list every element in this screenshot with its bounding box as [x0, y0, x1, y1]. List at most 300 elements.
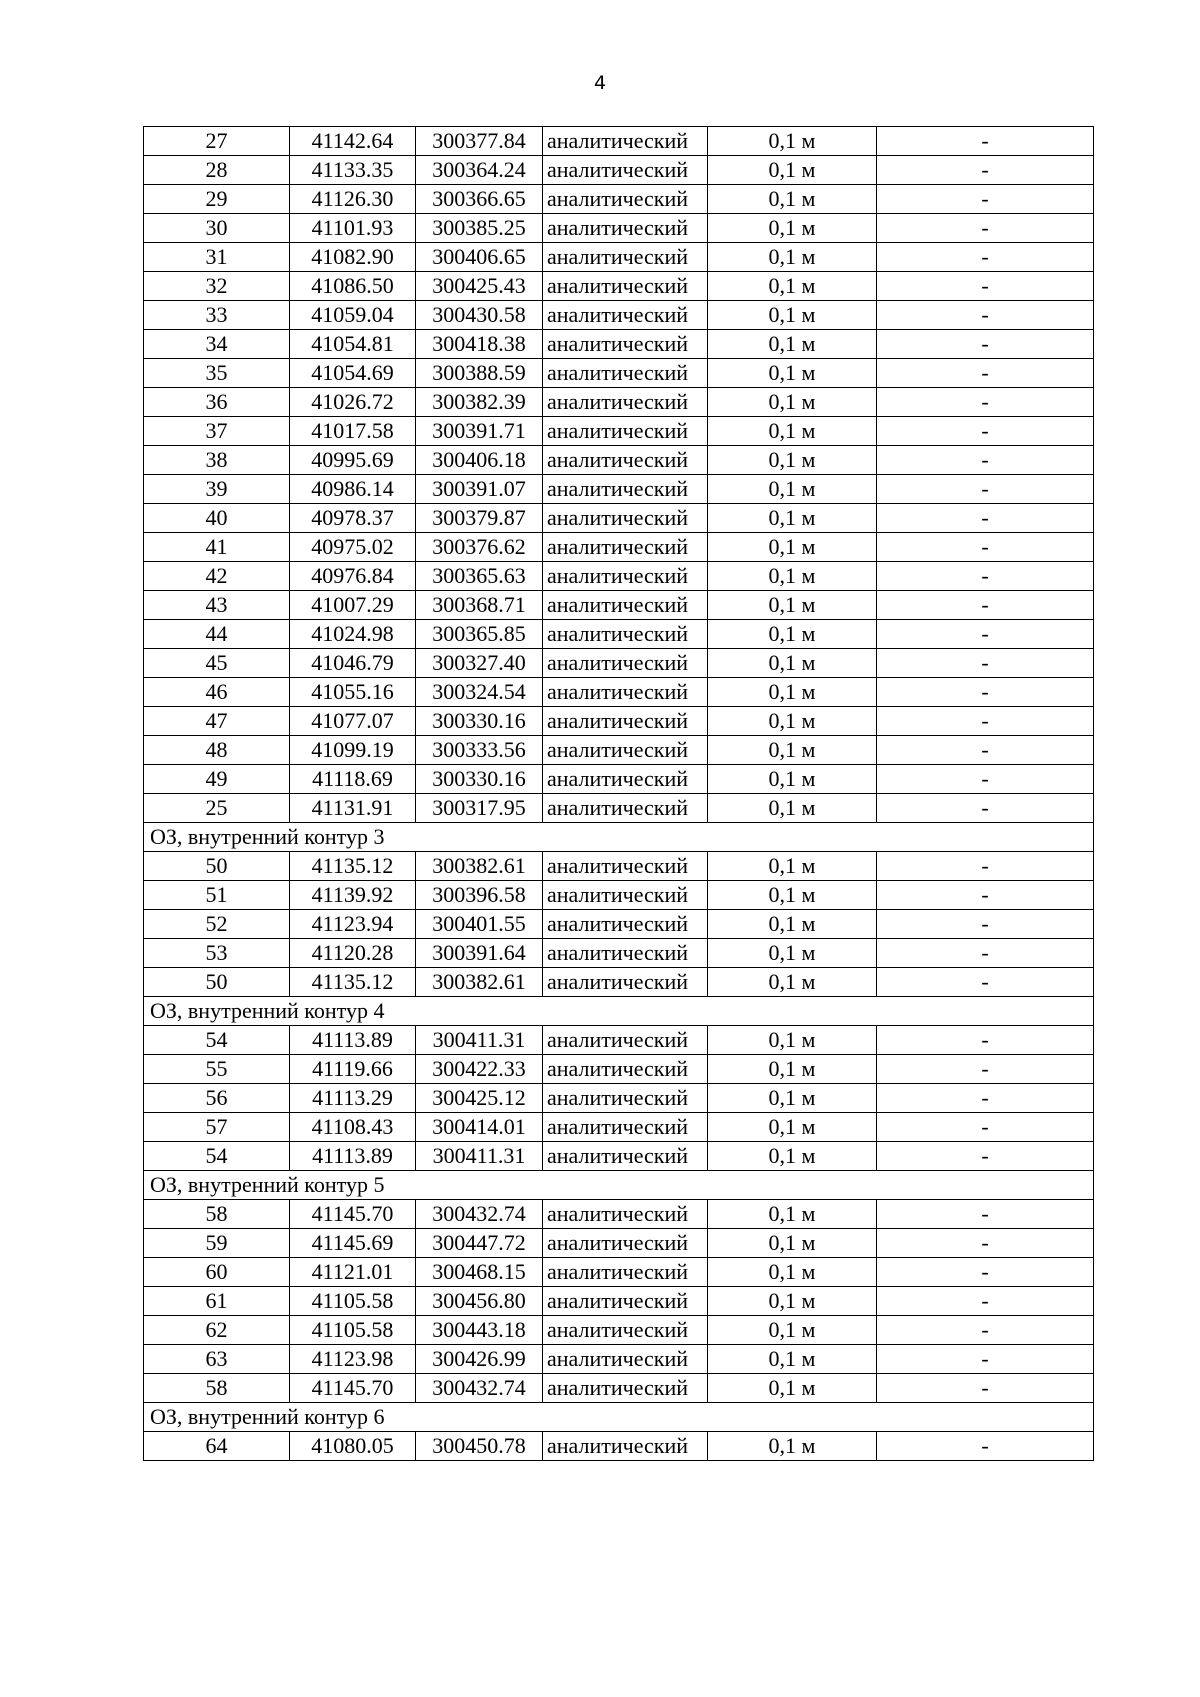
note-cell: -	[877, 533, 1094, 562]
section-label: ОЗ, внутренний контур 5	[144, 1171, 1094, 1200]
x-coordinate-cell: 41113.89	[290, 1142, 416, 1171]
x-coordinate-cell: 41099.19	[290, 736, 416, 765]
method-cell: аналитический	[543, 707, 708, 736]
method-cell: аналитический	[543, 968, 708, 997]
y-coordinate-cell: 300385.25	[416, 214, 543, 243]
note-cell: -	[877, 272, 1094, 301]
method-cell: аналитический	[543, 736, 708, 765]
method-cell: аналитический	[543, 765, 708, 794]
method-cell: аналитический	[543, 1084, 708, 1113]
point-number-cell: 55	[144, 1055, 290, 1084]
table-row	[144, 417, 1094, 446]
y-coordinate-cell: 300391.71	[416, 417, 543, 446]
x-coordinate-cell: 41017.58	[290, 417, 416, 446]
table-row	[144, 1374, 1094, 1403]
method-cell: аналитический	[543, 127, 708, 156]
method-cell: аналитический	[543, 649, 708, 678]
accuracy-cell: 0,1 м	[708, 301, 877, 330]
table-row	[144, 1432, 1094, 1461]
method-cell: аналитический	[543, 185, 708, 214]
note-cell: -	[877, 707, 1094, 736]
note-cell: -	[877, 765, 1094, 794]
point-number-cell: 45	[144, 649, 290, 678]
note-cell: -	[877, 301, 1094, 330]
point-number-cell: 30	[144, 214, 290, 243]
table-row	[144, 533, 1094, 562]
accuracy-cell: 0,1 м	[708, 736, 877, 765]
section-header-row	[144, 823, 1094, 852]
note-cell: -	[877, 1142, 1094, 1171]
y-coordinate-cell: 300411.31	[416, 1142, 543, 1171]
note-cell: -	[877, 562, 1094, 591]
method-cell: аналитический	[543, 1142, 708, 1171]
x-coordinate-cell: 41077.07	[290, 707, 416, 736]
accuracy-cell: 0,1 м	[708, 910, 877, 939]
method-cell: аналитический	[543, 620, 708, 649]
point-number-cell: 56	[144, 1084, 290, 1113]
x-coordinate-cell: 41054.69	[290, 359, 416, 388]
method-cell: аналитический	[543, 562, 708, 591]
y-coordinate-cell: 300406.18	[416, 446, 543, 475]
accuracy-cell: 0,1 м	[708, 1287, 877, 1316]
y-coordinate-cell: 300364.24	[416, 156, 543, 185]
note-cell: -	[877, 1374, 1094, 1403]
point-number-cell: 36	[144, 388, 290, 417]
x-coordinate-cell: 40976.84	[290, 562, 416, 591]
y-coordinate-cell: 300411.31	[416, 1026, 543, 1055]
y-coordinate-cell: 300333.56	[416, 736, 543, 765]
x-coordinate-cell: 41118.69	[290, 765, 416, 794]
x-coordinate-cell: 41145.70	[290, 1200, 416, 1229]
accuracy-cell: 0,1 м	[708, 475, 877, 504]
accuracy-cell: 0,1 м	[708, 620, 877, 649]
y-coordinate-cell: 300366.65	[416, 185, 543, 214]
note-cell: -	[877, 1055, 1094, 1084]
method-cell: аналитический	[543, 1374, 708, 1403]
table-row	[144, 881, 1094, 910]
note-cell: -	[877, 852, 1094, 881]
note-cell: -	[877, 649, 1094, 678]
note-cell: -	[877, 591, 1094, 620]
note-cell: -	[877, 1084, 1094, 1113]
point-number-cell: 53	[144, 939, 290, 968]
x-coordinate-cell: 41145.70	[290, 1374, 416, 1403]
method-cell: аналитический	[543, 1345, 708, 1374]
table-row	[144, 330, 1094, 359]
point-number-cell: 58	[144, 1200, 290, 1229]
y-coordinate-cell: 300430.58	[416, 301, 543, 330]
point-number-cell: 50	[144, 968, 290, 997]
method-cell: аналитический	[543, 939, 708, 968]
note-cell: -	[877, 736, 1094, 765]
table-row	[144, 852, 1094, 881]
note-cell: -	[877, 185, 1094, 214]
y-coordinate-cell: 300432.74	[416, 1200, 543, 1229]
x-coordinate-cell: 40975.02	[290, 533, 416, 562]
accuracy-cell: 0,1 м	[708, 881, 877, 910]
x-coordinate-cell: 41105.58	[290, 1316, 416, 1345]
accuracy-cell: 0,1 м	[708, 1229, 877, 1258]
accuracy-cell: 0,1 м	[708, 1142, 877, 1171]
accuracy-cell: 0,1 м	[708, 388, 877, 417]
accuracy-cell: 0,1 м	[708, 446, 877, 475]
accuracy-cell: 0,1 м	[708, 562, 877, 591]
point-number-cell: 34	[144, 330, 290, 359]
x-coordinate-cell: 41120.28	[290, 939, 416, 968]
table-row	[144, 678, 1094, 707]
note-cell: -	[877, 968, 1094, 997]
accuracy-cell: 0,1 м	[708, 127, 877, 156]
x-coordinate-cell: 41113.29	[290, 1084, 416, 1113]
table-row	[144, 736, 1094, 765]
table-row	[144, 1142, 1094, 1171]
point-number-cell: 43	[144, 591, 290, 620]
table-row	[144, 649, 1094, 678]
note-cell: -	[877, 939, 1094, 968]
note-cell: -	[877, 910, 1094, 939]
x-coordinate-cell: 41108.43	[290, 1113, 416, 1142]
note-cell: -	[877, 1113, 1094, 1142]
method-cell: аналитический	[543, 1258, 708, 1287]
table-row	[144, 272, 1094, 301]
accuracy-cell: 0,1 м	[708, 1258, 877, 1287]
accuracy-cell: 0,1 м	[708, 794, 877, 823]
method-cell: аналитический	[543, 881, 708, 910]
x-coordinate-cell: 41139.92	[290, 881, 416, 910]
y-coordinate-cell: 300468.15	[416, 1258, 543, 1287]
accuracy-cell: 0,1 м	[708, 1026, 877, 1055]
point-number-cell: 51	[144, 881, 290, 910]
y-coordinate-cell: 300379.87	[416, 504, 543, 533]
accuracy-cell: 0,1 м	[708, 1345, 877, 1374]
y-coordinate-cell: 300426.99	[416, 1345, 543, 1374]
method-cell: аналитический	[543, 475, 708, 504]
method-cell: аналитический	[543, 910, 708, 939]
point-number-cell: 42	[144, 562, 290, 591]
y-coordinate-cell: 300450.78	[416, 1432, 543, 1461]
note-cell: -	[877, 243, 1094, 272]
y-coordinate-cell: 300382.39	[416, 388, 543, 417]
x-coordinate-cell: 41086.50	[290, 272, 416, 301]
y-coordinate-cell: 300414.01	[416, 1113, 543, 1142]
section-label: ОЗ, внутренний контур 4	[144, 997, 1094, 1026]
note-cell: -	[877, 1026, 1094, 1055]
table-row	[144, 794, 1094, 823]
x-coordinate-cell: 41046.79	[290, 649, 416, 678]
note-cell: -	[877, 1229, 1094, 1258]
point-number-cell: 37	[144, 417, 290, 446]
point-number-cell: 49	[144, 765, 290, 794]
method-cell: аналитический	[543, 591, 708, 620]
method-cell: аналитический	[543, 678, 708, 707]
note-cell: -	[877, 330, 1094, 359]
method-cell: аналитический	[543, 1432, 708, 1461]
method-cell: аналитический	[543, 359, 708, 388]
accuracy-cell: 0,1 м	[708, 156, 877, 185]
y-coordinate-cell: 300418.38	[416, 330, 543, 359]
point-number-cell: 48	[144, 736, 290, 765]
point-number-cell: 31	[144, 243, 290, 272]
y-coordinate-cell: 300317.95	[416, 794, 543, 823]
table-row	[144, 1287, 1094, 1316]
point-number-cell: 62	[144, 1316, 290, 1345]
x-coordinate-cell: 41133.35	[290, 156, 416, 185]
x-coordinate-cell: 41145.69	[290, 1229, 416, 1258]
accuracy-cell: 0,1 м	[708, 678, 877, 707]
point-number-cell: 32	[144, 272, 290, 301]
x-coordinate-cell: 41135.12	[290, 968, 416, 997]
x-coordinate-cell: 41080.05	[290, 1432, 416, 1461]
x-coordinate-cell: 40986.14	[290, 475, 416, 504]
accuracy-cell: 0,1 м	[708, 649, 877, 678]
x-coordinate-cell: 41055.16	[290, 678, 416, 707]
table-row	[144, 1258, 1094, 1287]
table-row	[144, 591, 1094, 620]
method-cell: аналитический	[543, 214, 708, 243]
point-number-cell: 28	[144, 156, 290, 185]
method-cell: аналитический	[543, 1113, 708, 1142]
table-row	[144, 968, 1094, 997]
table-row	[144, 1316, 1094, 1345]
table-row	[144, 388, 1094, 417]
point-number-cell: 64	[144, 1432, 290, 1461]
accuracy-cell: 0,1 м	[708, 272, 877, 301]
method-cell: аналитический	[543, 1026, 708, 1055]
y-coordinate-cell: 300425.43	[416, 272, 543, 301]
table-row	[144, 765, 1094, 794]
note-cell: -	[877, 475, 1094, 504]
x-coordinate-cell: 41054.81	[290, 330, 416, 359]
method-cell: аналитический	[543, 1055, 708, 1084]
point-number-cell: 27	[144, 127, 290, 156]
table-row	[144, 1200, 1094, 1229]
note-cell: -	[877, 127, 1094, 156]
accuracy-cell: 0,1 м	[708, 185, 877, 214]
table-row	[144, 1026, 1094, 1055]
table-row	[144, 504, 1094, 533]
method-cell: аналитический	[543, 272, 708, 301]
table-row	[144, 359, 1094, 388]
note-cell: -	[877, 388, 1094, 417]
table-row	[144, 214, 1094, 243]
accuracy-cell: 0,1 м	[708, 591, 877, 620]
y-coordinate-cell: 300376.62	[416, 533, 543, 562]
y-coordinate-cell: 300330.16	[416, 765, 543, 794]
x-coordinate-cell: 41082.90	[290, 243, 416, 272]
x-coordinate-cell: 41026.72	[290, 388, 416, 417]
point-number-cell: 60	[144, 1258, 290, 1287]
point-number-cell: 58	[144, 1374, 290, 1403]
method-cell: аналитический	[543, 330, 708, 359]
note-cell: -	[877, 794, 1094, 823]
point-number-cell: 41	[144, 533, 290, 562]
accuracy-cell: 0,1 м	[708, 504, 877, 533]
y-coordinate-cell: 300324.54	[416, 678, 543, 707]
method-cell: аналитический	[543, 794, 708, 823]
y-coordinate-cell: 300401.55	[416, 910, 543, 939]
section-label: ОЗ, внутренний контур 6	[144, 1403, 1094, 1432]
x-coordinate-cell: 41135.12	[290, 852, 416, 881]
accuracy-cell: 0,1 м	[708, 1084, 877, 1113]
table-row	[144, 301, 1094, 330]
note-cell: -	[877, 446, 1094, 475]
x-coordinate-cell: 41131.91	[290, 794, 416, 823]
y-coordinate-cell: 300391.64	[416, 939, 543, 968]
accuracy-cell: 0,1 м	[708, 330, 877, 359]
accuracy-cell: 0,1 м	[708, 243, 877, 272]
x-coordinate-cell: 41123.94	[290, 910, 416, 939]
accuracy-cell: 0,1 м	[708, 1374, 877, 1403]
section-label: ОЗ, внутренний контур 3	[144, 823, 1094, 852]
table-row	[144, 1113, 1094, 1142]
y-coordinate-cell: 300327.40	[416, 649, 543, 678]
note-cell: -	[877, 214, 1094, 243]
y-coordinate-cell: 300432.74	[416, 1374, 543, 1403]
method-cell: аналитический	[543, 852, 708, 881]
method-cell: аналитический	[543, 417, 708, 446]
table-row	[144, 620, 1094, 649]
y-coordinate-cell: 300368.71	[416, 591, 543, 620]
accuracy-cell: 0,1 м	[708, 1316, 877, 1345]
x-coordinate-cell: 41007.29	[290, 591, 416, 620]
y-coordinate-cell: 300377.84	[416, 127, 543, 156]
method-cell: аналитический	[543, 1229, 708, 1258]
table-row	[144, 127, 1094, 156]
accuracy-cell: 0,1 м	[708, 707, 877, 736]
table-row	[144, 185, 1094, 214]
accuracy-cell: 0,1 м	[708, 533, 877, 562]
table-row	[144, 475, 1094, 504]
accuracy-cell: 0,1 м	[708, 1432, 877, 1461]
note-cell: -	[877, 359, 1094, 388]
y-coordinate-cell: 300447.72	[416, 1229, 543, 1258]
y-coordinate-cell: 300330.16	[416, 707, 543, 736]
y-coordinate-cell: 300365.85	[416, 620, 543, 649]
point-number-cell: 57	[144, 1113, 290, 1142]
y-coordinate-cell: 300382.61	[416, 852, 543, 881]
x-coordinate-cell: 41059.04	[290, 301, 416, 330]
point-number-cell: 63	[144, 1345, 290, 1374]
accuracy-cell: 0,1 м	[708, 417, 877, 446]
method-cell: аналитический	[543, 243, 708, 272]
method-cell: аналитический	[543, 388, 708, 417]
table-row	[144, 562, 1094, 591]
table-row	[144, 1055, 1094, 1084]
y-coordinate-cell: 300396.58	[416, 881, 543, 910]
x-coordinate-cell: 41119.66	[290, 1055, 416, 1084]
accuracy-cell: 0,1 м	[708, 939, 877, 968]
table-row	[144, 910, 1094, 939]
table-row	[144, 707, 1094, 736]
y-coordinate-cell: 300382.61	[416, 968, 543, 997]
table-row	[144, 1345, 1094, 1374]
table-row	[144, 446, 1094, 475]
page-number: 4	[593, 72, 607, 94]
note-cell: -	[877, 881, 1094, 910]
point-number-cell: 52	[144, 910, 290, 939]
point-number-cell: 35	[144, 359, 290, 388]
point-number-cell: 40	[144, 504, 290, 533]
note-cell: -	[877, 1432, 1094, 1461]
method-cell: аналитический	[543, 1287, 708, 1316]
method-cell: аналитический	[543, 1316, 708, 1345]
method-cell: аналитический	[543, 156, 708, 185]
accuracy-cell: 0,1 м	[708, 852, 877, 881]
x-coordinate-cell: 41126.30	[290, 185, 416, 214]
accuracy-cell: 0,1 м	[708, 765, 877, 794]
x-coordinate-cell: 41101.93	[290, 214, 416, 243]
point-number-cell: 44	[144, 620, 290, 649]
note-cell: -	[877, 1258, 1094, 1287]
method-cell: аналитический	[543, 504, 708, 533]
section-header-row	[144, 1403, 1094, 1432]
table-row	[144, 1229, 1094, 1258]
y-coordinate-cell: 300422.33	[416, 1055, 543, 1084]
y-coordinate-cell: 300391.07	[416, 475, 543, 504]
note-cell: -	[877, 1200, 1094, 1229]
point-number-cell: 54	[144, 1142, 290, 1171]
point-number-cell: 39	[144, 475, 290, 504]
note-cell: -	[877, 1316, 1094, 1345]
accuracy-cell: 0,1 м	[708, 1200, 877, 1229]
y-coordinate-cell: 300388.59	[416, 359, 543, 388]
x-coordinate-cell: 40995.69	[290, 446, 416, 475]
note-cell: -	[877, 1287, 1094, 1316]
table-row	[144, 939, 1094, 968]
method-cell: аналитический	[543, 533, 708, 562]
x-coordinate-cell: 40978.37	[290, 504, 416, 533]
point-number-cell: 38	[144, 446, 290, 475]
x-coordinate-cell: 41113.89	[290, 1026, 416, 1055]
point-number-cell: 59	[144, 1229, 290, 1258]
accuracy-cell: 0,1 м	[708, 214, 877, 243]
table-row	[144, 243, 1094, 272]
y-coordinate-cell: 300443.18	[416, 1316, 543, 1345]
note-cell: -	[877, 1345, 1094, 1374]
method-cell: аналитический	[543, 301, 708, 330]
section-header-row	[144, 1171, 1094, 1200]
y-coordinate-cell: 300456.80	[416, 1287, 543, 1316]
y-coordinate-cell: 300406.65	[416, 243, 543, 272]
point-number-cell: 47	[144, 707, 290, 736]
x-coordinate-cell: 41105.58	[290, 1287, 416, 1316]
table-row	[144, 1084, 1094, 1113]
y-coordinate-cell: 300425.12	[416, 1084, 543, 1113]
point-number-cell: 54	[144, 1026, 290, 1055]
note-cell: -	[877, 417, 1094, 446]
y-coordinate-cell: 300365.63	[416, 562, 543, 591]
note-cell: -	[877, 156, 1094, 185]
point-number-cell: 25	[144, 794, 290, 823]
x-coordinate-cell: 41024.98	[290, 620, 416, 649]
note-cell: -	[877, 504, 1094, 533]
section-header-row	[144, 997, 1094, 1026]
point-number-cell: 50	[144, 852, 290, 881]
note-cell: -	[877, 620, 1094, 649]
method-cell: аналитический	[543, 446, 708, 475]
table-row	[144, 156, 1094, 185]
note-cell: -	[877, 678, 1094, 707]
coordinates-table	[143, 126, 1094, 1461]
accuracy-cell: 0,1 м	[708, 968, 877, 997]
accuracy-cell: 0,1 м	[708, 1055, 877, 1084]
point-number-cell: 61	[144, 1287, 290, 1316]
x-coordinate-cell: 41121.01	[290, 1258, 416, 1287]
point-number-cell: 46	[144, 678, 290, 707]
x-coordinate-cell: 41123.98	[290, 1345, 416, 1374]
accuracy-cell: 0,1 м	[708, 1113, 877, 1142]
table-body	[144, 127, 1094, 1461]
